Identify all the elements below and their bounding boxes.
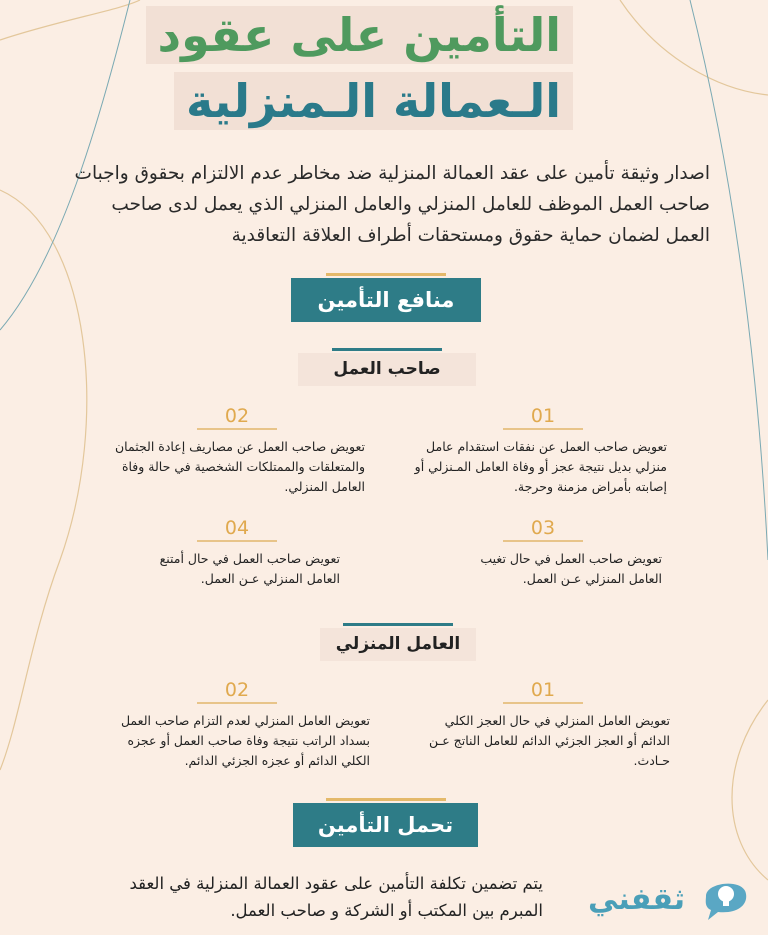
employer-heading: [298, 353, 476, 386]
worker-heading-label: العامل المنزلي: [335, 634, 461, 654]
worker-item-02-number: 02: [197, 678, 277, 704]
banner-accent-bar: [326, 798, 446, 801]
employer-item-04-number: 04: [197, 516, 277, 542]
employer-heading-label: صاحب العمل: [333, 359, 441, 379]
cost-banner: [293, 803, 478, 847]
banner-accent-bar: [326, 273, 446, 276]
benefits-banner: [291, 278, 481, 322]
employer-item-02-number: 02: [197, 404, 277, 430]
worker-item-01-number: 01: [503, 678, 583, 704]
benefits-banner-label: منافع التأمين: [317, 288, 455, 312]
title-line-2: الـعمالة الـمنزلية: [174, 72, 573, 130]
employer-item-02-text: تعويض صاحب العمل عن مصاريف إعادة الجثمان والمتعلقات والممتلكات الشخصية في حالة وفاة العامل المنزلي.: [115, 439, 365, 494]
title-line-1: التأمين على عقود: [146, 6, 574, 64]
worker-item-01-text: تعويض العامل المنزلي في حال العجز الكلي الدائم أو العجز الجزئي الدائم للعامل الناتج عـن حـادث.: [429, 713, 670, 768]
employer-item-04-text: تعويض صاحب العمل في حال أمتنع العامل المنزلي عـن العمل.: [159, 551, 340, 586]
cost-paragraph: يتم تضمين تكلفة التأمين على عقود العمالة المنزلية في العقد المبرم بين المكتب أو الشركة و صاحب العمل.: [129, 874, 543, 920]
logo-wordmark: ثقفني: [588, 882, 686, 917]
worker-heading: [320, 628, 476, 661]
employer-item-01-text: تعويض صاحب العمل عن نفقات استقدام عامل منزلي بديل نتيجة عجز أو وفاة العامل المـنزلي أو إصابته بأمراض مزمنة وحرجة.: [414, 439, 667, 494]
employer-item-03-text: تعويض صاحب العمل في حال تغيب العامل المنزلي عـن العمل.: [480, 551, 662, 586]
cost-banner-label: تحمل التأمين: [317, 813, 454, 837]
lightbulb-icon: [698, 874, 752, 926]
worker-item-02-text: تعويض العامل المنزلي لعدم التزام صاحب العمل بسداد الراتب نتيجة وفاة صاحب العمل أو عجزه الكلي الدائم أو عجزه الجزئي الدائم.: [120, 713, 370, 768]
employer-item-01-number: 01: [503, 404, 583, 430]
employer-item-03-number: 03: [503, 516, 583, 542]
site-logo: [588, 872, 758, 928]
subhead-accent-bar: [343, 623, 453, 626]
subhead-accent-bar: [332, 348, 442, 351]
intro-paragraph: اصدار وثيقة تأمين على عقد العمالة المنزلية ضد مخاطر عدم الالتزام بحقوق واجبات صاحب العمل الموظف للعامل المنزلي والعامل المنزلي الذي يعمل لدى صاحب العمل لضمان حماية حقوق ومستحقات أطراف العلاقة التعاقدية: [74, 163, 710, 246]
